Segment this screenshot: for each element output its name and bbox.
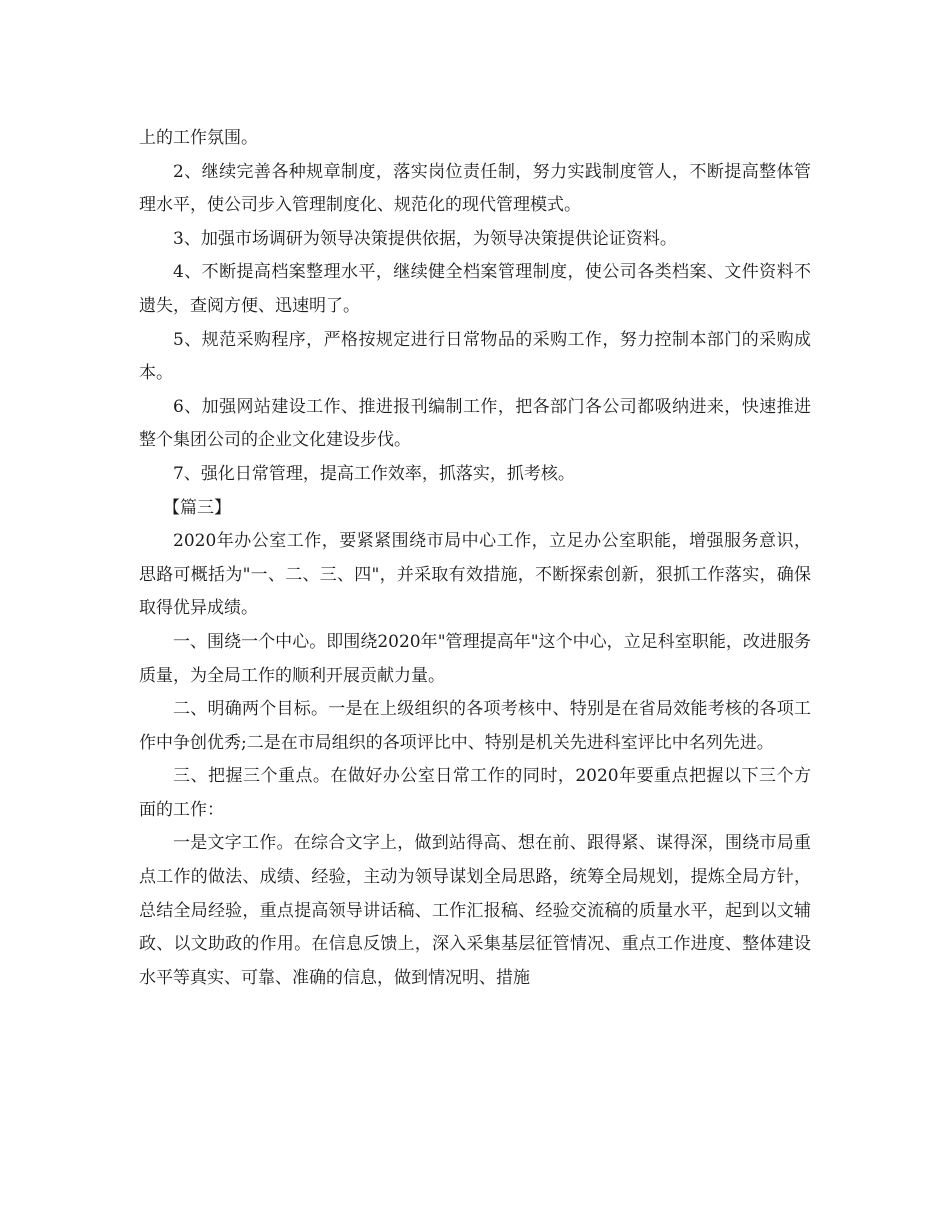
paragraph-goals: 二、明确两个目标。一是在上级组织的各项考核中、特别是在省局效能考核的各项工作中争创优秀;二是在市局组织的各项评比中、特别是机关先进科室评比中名列先进。 — [139, 699, 811, 753]
paragraph-item-5: 5、规范采购程序，严格按规定进行日常物品的采购工作，努力控制本部门的采购成本。 — [139, 329, 811, 384]
paragraph-writing-work: 一是文字工作。在综合文字上，做到站得高、想在前、跟得紧、谋得深，围绕市局重点工作的做法、成绩、经验，主动为领导谋划全局思路，统筹全局规划，提炼全局方针，总结全局经验，重点提高领导讲话稿、工作汇报稿、经验交流稿的质量水平，起到以文辅政、以文助政的作用。在信息反馈上，深入采集基层征管情况、重点工作进度、整体建设水平等真实、可靠、准确的信息，做到情况明、措施 — [139, 833, 811, 988]
paragraph-item-3: 3、加强市场调研为领导决策提供依据，为领导决策提供论证资料。 — [173, 228, 677, 249]
paragraph-item-7: 7、强化日常管理，提高工作效率，抓落实，抓考核。 — [173, 463, 575, 484]
paragraph-item-4: 4、不断提高档案整理水平，继续健全档案管理制度，使公司各类档案、文件资料不遗失，查阅方便、迅速明了。 — [139, 262, 811, 316]
paragraph-item-6: 6、加强网站建设工作、推进报刊编制工作，把各部门各公司都吸纳进来，快速推进整个集团公司的企业文化建设步伐。 — [139, 396, 811, 451]
paragraph-intro: 2020年办公室工作，要紧紧围绕市局中心工作，立足办公室职能，增强服务意识，思路可概括为"一、二、三、四"，并采取有效措施，不断探索创新，狠抓工作落实，确保取得优异成绩。 — [139, 531, 811, 619]
document-body — [139, 122, 811, 995]
paragraph-continuation: 上的工作氛围。 — [139, 128, 258, 148]
paragraph-item-2: 2、继续完善各种规章制度，落实岗位责任制，努力实践制度管人，不断提高整体管理水平，使公司步入管理制度化、规范化的现代管理模式。 — [139, 161, 811, 216]
paragraph-focus: 三、把握三个重点。在做好办公室日常工作的同时，2020年要重点把握以下三个方面的工作： — [139, 766, 811, 820]
section-heading: 【篇三】 — [163, 497, 231, 518]
paragraph-center: 一、围绕一个中心。即围绕2020年"管理提高年"这个中心，立足科室职能，改进服务质量，为全局工作的顺利开展贡献力量。 — [139, 631, 811, 686]
